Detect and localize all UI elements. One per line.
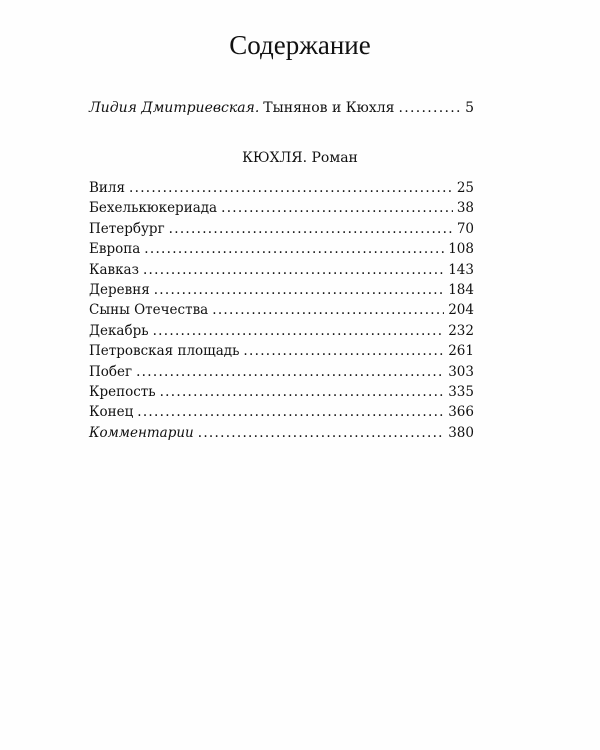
toc-entry-title: Деревня — [89, 281, 150, 298]
intro-author: Лидия Дмитриевская. — [89, 100, 260, 116]
dot-leader — [136, 364, 444, 380]
toc-entry-title: Бехелькюкериада — [89, 200, 218, 217]
toc-entry-title: Виля — [89, 180, 126, 196]
toc-entry — [89, 241, 474, 261]
dot-leader — [221, 200, 453, 216]
intro-title: Тынянов и Кюхля — [263, 100, 395, 116]
toc-entry-title: Европа — [89, 241, 141, 258]
toc-entry-title: Комментарии — [89, 424, 194, 441]
toc-entry — [89, 262, 474, 282]
toc-entry-title: Петровская площадь — [89, 343, 240, 360]
dot-leader — [144, 241, 444, 257]
toc-entry — [89, 221, 474, 241]
toc-entry — [89, 343, 474, 363]
toc-entry-page: 232 — [448, 322, 474, 339]
dot-leader — [398, 100, 461, 116]
dot-leader — [212, 302, 444, 318]
dot-leader — [129, 180, 453, 196]
dot-leader — [143, 262, 444, 278]
toc-entry-page: 380 — [448, 424, 474, 441]
toc-entry-title: Декабрь — [89, 322, 149, 339]
dot-leader — [137, 404, 444, 420]
toc-entry — [89, 180, 474, 200]
dot-leader — [243, 343, 444, 359]
toc-entry-title: Кавказ — [89, 261, 139, 278]
toc-entry-title: Конец — [89, 404, 134, 421]
toc-entry-page: 366 — [448, 404, 474, 421]
toc-list — [89, 180, 474, 445]
toc-entry-title: Побег — [89, 363, 133, 380]
dot-leader — [154, 282, 445, 298]
toc-entry — [89, 282, 474, 302]
toc-entry — [89, 302, 474, 322]
toc-entry-page: 108 — [448, 241, 474, 258]
dot-leader — [160, 384, 445, 400]
toc-entry-title: Петербург — [89, 220, 165, 237]
toc-entry-page: 25 — [456, 180, 474, 196]
toc-entry-page: 70 — [456, 220, 474, 237]
toc-entry — [89, 200, 474, 220]
intro-page: 5 — [465, 100, 474, 116]
toc-entry-page: 38 — [456, 200, 474, 217]
toc-entry — [89, 404, 474, 424]
toc-entry-page: 261 — [448, 343, 474, 360]
toc-entry — [89, 364, 474, 384]
toc-entry-title: Крепость — [89, 383, 156, 400]
toc-entry-page: 143 — [448, 261, 474, 278]
toc-entry — [89, 323, 474, 343]
dot-leader — [153, 323, 445, 339]
toc-entry-title: Сыны Отечества — [89, 302, 209, 319]
toc-entry-intro — [89, 100, 474, 116]
section-heading: КЮХЛЯ. Роман — [242, 150, 358, 166]
toc-entry — [89, 425, 474, 445]
toc-entry-page: 184 — [448, 281, 474, 298]
toc-entry-page: 335 — [448, 383, 474, 400]
toc-entry — [89, 384, 474, 404]
dot-leader — [169, 221, 453, 237]
toc-entry-page: 303 — [448, 363, 474, 380]
page-title: Содержание — [229, 30, 371, 60]
dot-leader — [198, 425, 444, 441]
toc-entry-page: 204 — [448, 302, 474, 319]
